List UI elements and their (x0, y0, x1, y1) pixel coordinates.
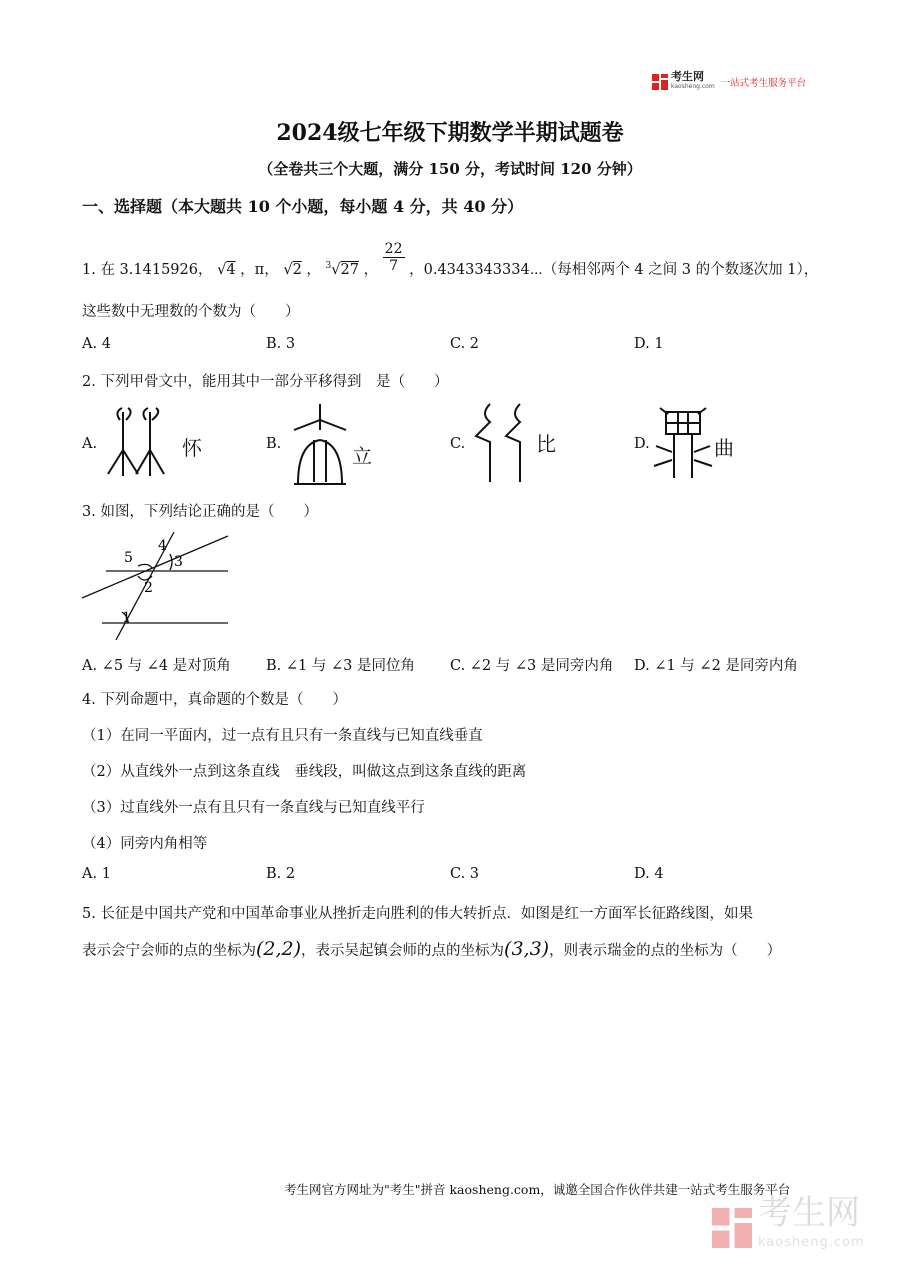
q3-option-a: A. ∠5 与 ∠4 是对顶角 (82, 658, 231, 674)
logo-slogan: 一站式考生服务平台 (720, 78, 807, 89)
footer-note: 考生网官方网址为"考生"拼音 kaosheng.com，诚邀全国合作伙伴共建一站式考生服务平台 (284, 1182, 791, 1197)
q4-item-2: （2）从直线外一点到这条直线 垂线段，叫做这点到这条直线的距离 (82, 764, 527, 780)
q3-figure (78, 528, 238, 646)
q1-sqrt4: √4 (217, 262, 236, 278)
q2-label-d: D. (634, 436, 650, 452)
q2-char-d: 曲 (714, 436, 734, 460)
page-title: 2024级七年级下期数学半期试题卷 (276, 120, 624, 146)
q2-char-c: 比 (536, 432, 556, 456)
watermark (712, 1193, 865, 1258)
q2-oracle-c-glyph (466, 400, 536, 484)
q3-option-b: B. ∠1 与 ∠3 是同位角 (266, 658, 415, 674)
q2-char-b: 立 (352, 444, 372, 468)
watermark-logo-icon (712, 1208, 752, 1248)
header-logo (652, 72, 806, 92)
q1-sqrt2: √2 (283, 262, 302, 278)
q1-pi: ，π， (240, 262, 279, 278)
q3-angle-1: 1 (122, 610, 131, 626)
q4-item-4: （4）同旁内角相等 (82, 836, 208, 852)
q1-suffix: ，0.4343343334⋯（每相邻两个 4 之间 3 的个数逐次加 1）， (409, 262, 819, 278)
q2-stem: 2. 下列甲骨文中，能用其中一部分平移得到 是（ ） (82, 374, 449, 390)
q3-angle-4: 4 (158, 538, 167, 554)
q4-option-c: C. 3 (450, 866, 480, 882)
q4-option-d: D. 4 (634, 866, 664, 882)
watermark-domain: kaosheng.com (758, 1235, 865, 1250)
q1-sep: ， (306, 262, 321, 278)
q5-coord-huining: (2,2) (256, 938, 302, 960)
q5-coord-wuqi: (3,3) (504, 938, 550, 960)
watermark-name: 考生网 (758, 1193, 860, 1233)
q1-line2: 这些数中无理数的个数为（ ） (82, 304, 300, 320)
q5-line2: 表示会宁会师的点的坐标为(2,2)，表示吴起镇会师的点的坐标为(3,3)，则表示瑞金的点的坐标为（ ） (82, 938, 782, 960)
q3-option-d: D. ∠1 与 ∠2 是同旁内角 (634, 658, 798, 674)
q2-label-a: A. (82, 436, 98, 452)
logo-domain: kaosheng.com (671, 83, 715, 90)
logo-name: 考生网 kaosheng.com (671, 70, 715, 90)
q1-cbrt27: $^3$√27 (325, 261, 359, 278)
q4-option-b: B. 2 (266, 866, 296, 882)
q4-option-a: A. 1 (82, 866, 111, 882)
section-heading: 一、选择题（本大题共 10 个小题，每小题 4 分，共 40 分） (82, 197, 524, 216)
q3-option-c: C. ∠2 与 ∠3 是同旁内角 (450, 658, 614, 674)
q2-oracle-b-glyph (284, 400, 354, 486)
q4-item-1: （1）在同一平面内，过一点有且只有一条直线与已知直线垂直 (82, 728, 483, 744)
q2-char-a: 怀 (182, 436, 202, 460)
q1-option-b: B. 3 (266, 336, 296, 352)
q4-item-3: （3）过直线外一点有且只有一条直线与已知直线平行 (82, 800, 425, 816)
q3-angle-2: 2 (144, 580, 153, 596)
q4-stem: 4. 下列命题中，真命题的个数是（ ） (82, 692, 347, 708)
q3-angle-5: 5 (124, 550, 133, 566)
q5-line1: 5. 长征是中国共产党和中国革命事业从挫折走向胜利的伟大转折点．如图是红一方面军长征路线图，如果 (82, 906, 753, 922)
q1-option-a: A. 4 (82, 336, 111, 352)
q1-stem: 1. 在 3.1415926， √4 ，π， √2 ， $^3$√27 ， $\frac{22}{7}$ ，0.4343343334⋯（每相邻两个 4 之间 3 的个数逐次加 1）， (82, 240, 819, 278)
q1-option-c: C. 2 (450, 336, 480, 352)
q3-angle-3: 3 (174, 554, 183, 570)
q3-stem: 3. 如图，下列结论正确的是（ ） (82, 504, 318, 520)
q1-fraction: $\frac{22}{7}$ (384, 240, 403, 274)
q2-oracle-a-glyph (100, 402, 180, 482)
q2-label-b: B. (266, 436, 282, 452)
q1-prefix: 1. 在 3.1415926， (82, 262, 213, 278)
logo-icon (652, 74, 668, 90)
page-subtitle: （全卷共三个大题，满分 150 分，考试时间 120 分钟） (258, 160, 642, 178)
q1-option-d: D. 1 (634, 336, 664, 352)
q2-oracle-d-glyph (652, 404, 714, 484)
q2-label-c: C. (450, 436, 466, 452)
